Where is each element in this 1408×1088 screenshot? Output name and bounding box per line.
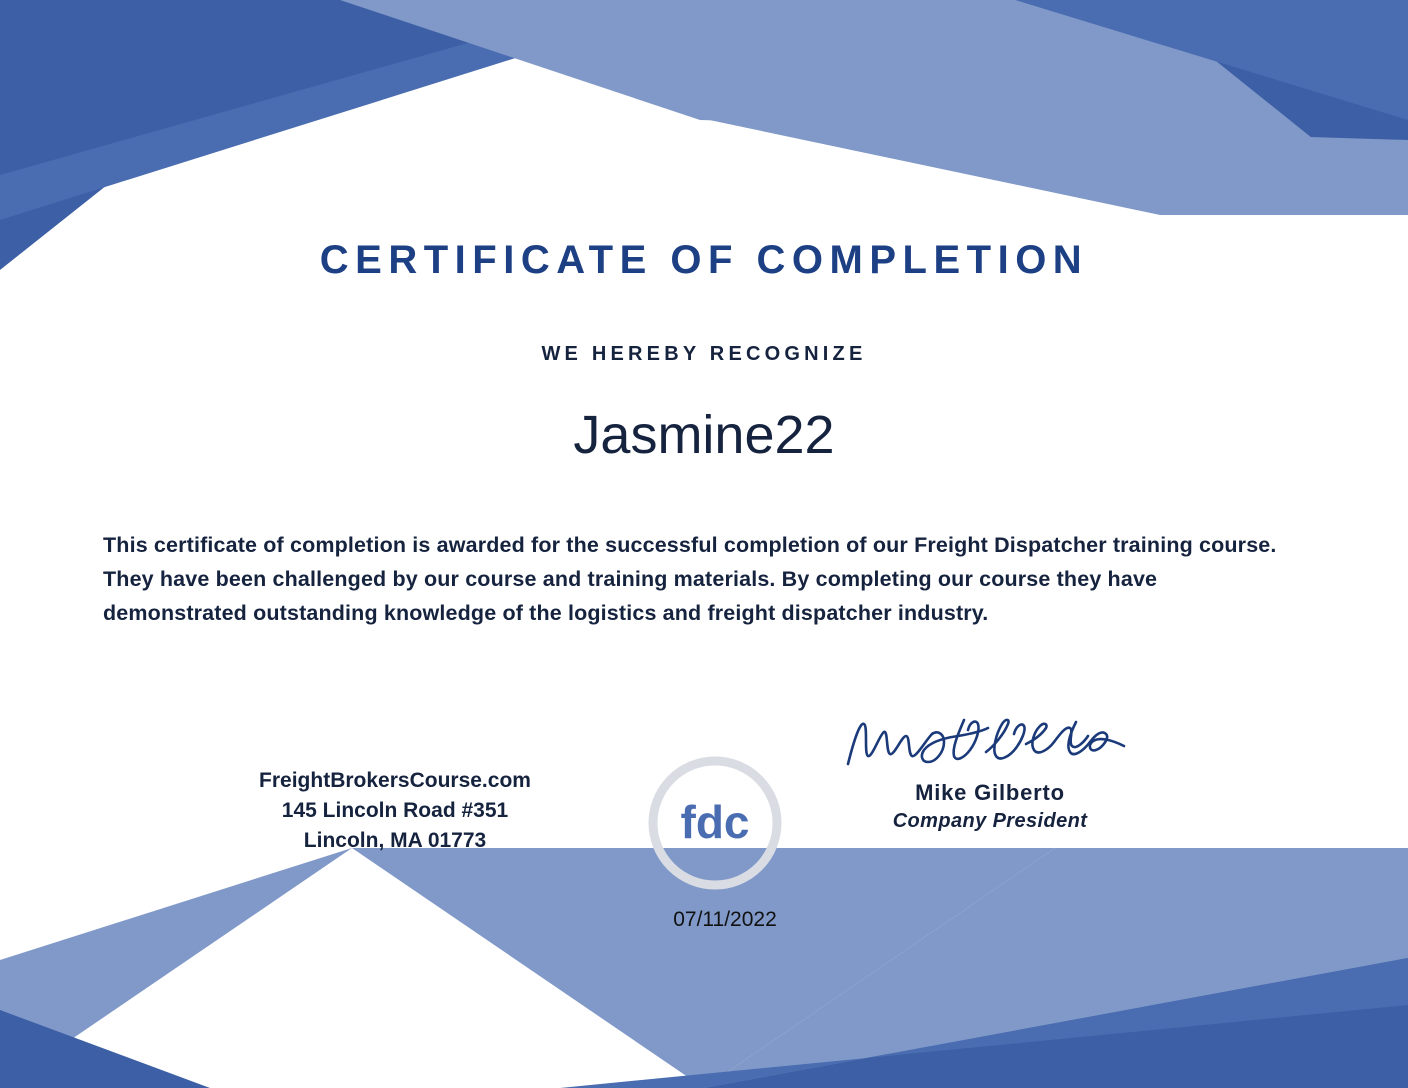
issuer-address (120, 766, 670, 856)
signature-mark-icon (840, 700, 1140, 778)
signer-role: Company President (892, 810, 1088, 832)
page-title: CERTIFICATE OF COMPLETION (319, 238, 1089, 282)
issuer-address-line1: 145 Lincoln Road #351 (281, 799, 509, 822)
issue-date: 07/11/2022 (673, 908, 777, 931)
recipient-name: Jasmine22 (573, 405, 835, 465)
signature-block (820, 700, 1160, 833)
issuer-website: FreightBrokersCourse.com (259, 769, 531, 792)
certificate-subtitle: WE HEREBY RECOGNIZE (541, 343, 867, 365)
certificate-body-text: This certificate of completion is awarded for the successful completion of our Freight Dispatcher training course. They have been challenged by our course and training materials. By completing our course they have demonstrated outstanding knowledge of the logistics and freight dispatcher industry. (103, 533, 1277, 625)
fdc-logo-icon (648, 756, 782, 890)
signer-name: Mike Gilberto (915, 780, 1065, 805)
fdc-logo (648, 756, 782, 890)
issuer-address-line2: Lincoln, MA 01773 (303, 829, 487, 852)
fdc-logo-text: fdc (680, 796, 750, 848)
